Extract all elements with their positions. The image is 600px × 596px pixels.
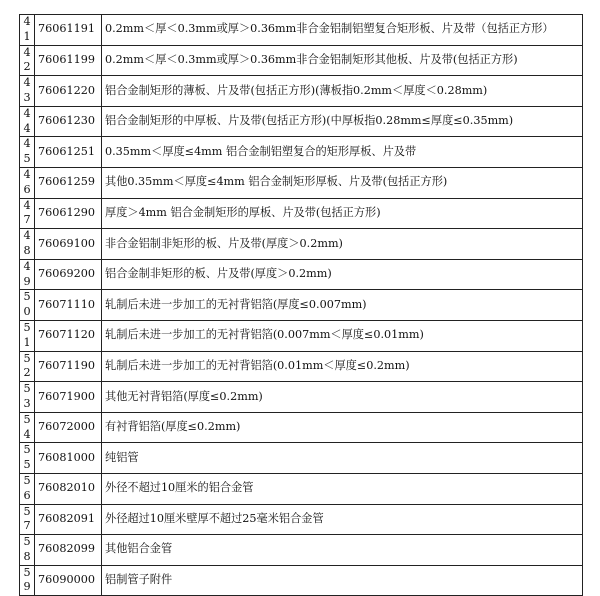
hs-code: 76082010	[35, 473, 102, 504]
row-number: 57	[20, 504, 35, 535]
table-row	[20, 290, 583, 321]
table-row	[20, 76, 583, 107]
hs-code: 76061290	[35, 198, 102, 229]
hs-code: 76061220	[35, 76, 102, 107]
row-number: 51	[20, 320, 35, 351]
hs-code: 76082091	[35, 504, 102, 535]
hs-code: 76061199	[35, 45, 102, 76]
table-row	[20, 106, 583, 137]
hs-code: 76061259	[35, 167, 102, 198]
hs-code: 76071110	[35, 290, 102, 321]
item-description: 外径不超过10厘米的铝合金管	[102, 473, 583, 504]
row-number: 52	[20, 351, 35, 382]
row-number: 54	[20, 412, 35, 443]
table-row	[20, 137, 583, 168]
item-description: 0.2mm＜厚＜0.3mm或厚＞0.36mm非合金铝制矩形其他板、片及带(包括正方形)	[102, 45, 583, 76]
hs-code: 76071120	[35, 320, 102, 351]
item-description: 铝合金制矩形的薄板、片及带(包括正方形)(薄板指0.2mm＜厚度＜0.28mm)	[102, 76, 583, 107]
hs-code: 76069100	[35, 229, 102, 260]
table-row	[20, 382, 583, 413]
table-row	[20, 15, 583, 46]
table-row	[20, 504, 583, 535]
hs-code: 76061230	[35, 106, 102, 137]
table-row	[20, 535, 583, 566]
table-row	[20, 259, 583, 290]
table-row	[20, 320, 583, 351]
row-number: 46	[20, 167, 35, 198]
row-number: 58	[20, 535, 35, 566]
row-number: 56	[20, 473, 35, 504]
item-description: 轧制后未进一步加工的无衬背铝箔(厚度≤0.007mm)	[102, 290, 583, 321]
item-description: 其他0.35mm＜厚度≤4mm 铝合金制矩形厚板、片及带(包括正方形)	[102, 167, 583, 198]
hs-code: 76061251	[35, 137, 102, 168]
table-body	[20, 15, 583, 596]
table-row	[20, 443, 583, 474]
item-description: 轧制后未进一步加工的无衬背铝箔(0.01mm＜厚度≤0.2mm)	[102, 351, 583, 382]
hs-code: 76081000	[35, 443, 102, 474]
item-description: 铝合金制矩形的中厚板、片及带(包括正方形)(中厚板指0.28mm≤厚度≤0.35mm)	[102, 106, 583, 137]
item-description: 非合金铝制非矩形的板、片及带(厚度＞0.2mm)	[102, 229, 583, 260]
row-number: 43	[20, 76, 35, 107]
table-row	[20, 473, 583, 504]
item-description: 0.2mm＜厚＜0.3mm或厚＞0.36mm非合金铝制铝塑复合矩形板、片及带（包括正方形）	[102, 15, 583, 46]
item-description: 厚度＞4mm 铝合金制矩形的厚板、片及带(包括正方形)	[102, 198, 583, 229]
row-number: 50	[20, 290, 35, 321]
table-row	[20, 198, 583, 229]
row-number: 49	[20, 259, 35, 290]
table-row	[20, 351, 583, 382]
hs-code: 76082099	[35, 535, 102, 566]
row-number: 42	[20, 45, 35, 76]
hs-code: 76061191	[35, 15, 102, 46]
row-number: 44	[20, 106, 35, 137]
hs-code: 76071900	[35, 382, 102, 413]
hs-code: 76069200	[35, 259, 102, 290]
hs-code: 76071190	[35, 351, 102, 382]
item-description: 铝合金制非矩形的板、片及带(厚度＞0.2mm)	[102, 259, 583, 290]
row-number: 53	[20, 382, 35, 413]
row-number: 47	[20, 198, 35, 229]
item-description: 外径超过10厘米壁厚不超过25毫米铝合金管	[102, 504, 583, 535]
item-description: 有衬背铝箔(厚度≤0.2mm)	[102, 412, 583, 443]
row-number: 41	[20, 15, 35, 46]
row-number: 59	[20, 565, 35, 596]
item-description: 铝制管子附件	[102, 565, 583, 596]
item-description: 纯铝管	[102, 443, 583, 474]
item-description: 0.35mm＜厚度≤4mm 铝合金制铝塑复合的矩形厚板、片及带	[102, 137, 583, 168]
hs-code: 76072000	[35, 412, 102, 443]
row-number: 55	[20, 443, 35, 474]
row-number: 45	[20, 137, 35, 168]
item-description: 轧制后未进一步加工的无衬背铝箔(0.007mm＜厚度≤0.01mm)	[102, 320, 583, 351]
table-row	[20, 229, 583, 260]
table-row	[20, 45, 583, 76]
row-number: 48	[20, 229, 35, 260]
table-row	[20, 565, 583, 596]
tariff-table	[19, 14, 583, 596]
hs-code: 76090000	[35, 565, 102, 596]
item-description: 其他铝合金管	[102, 535, 583, 566]
item-description: 其他无衬背铝箔(厚度≤0.2mm)	[102, 382, 583, 413]
table-row	[20, 167, 583, 198]
